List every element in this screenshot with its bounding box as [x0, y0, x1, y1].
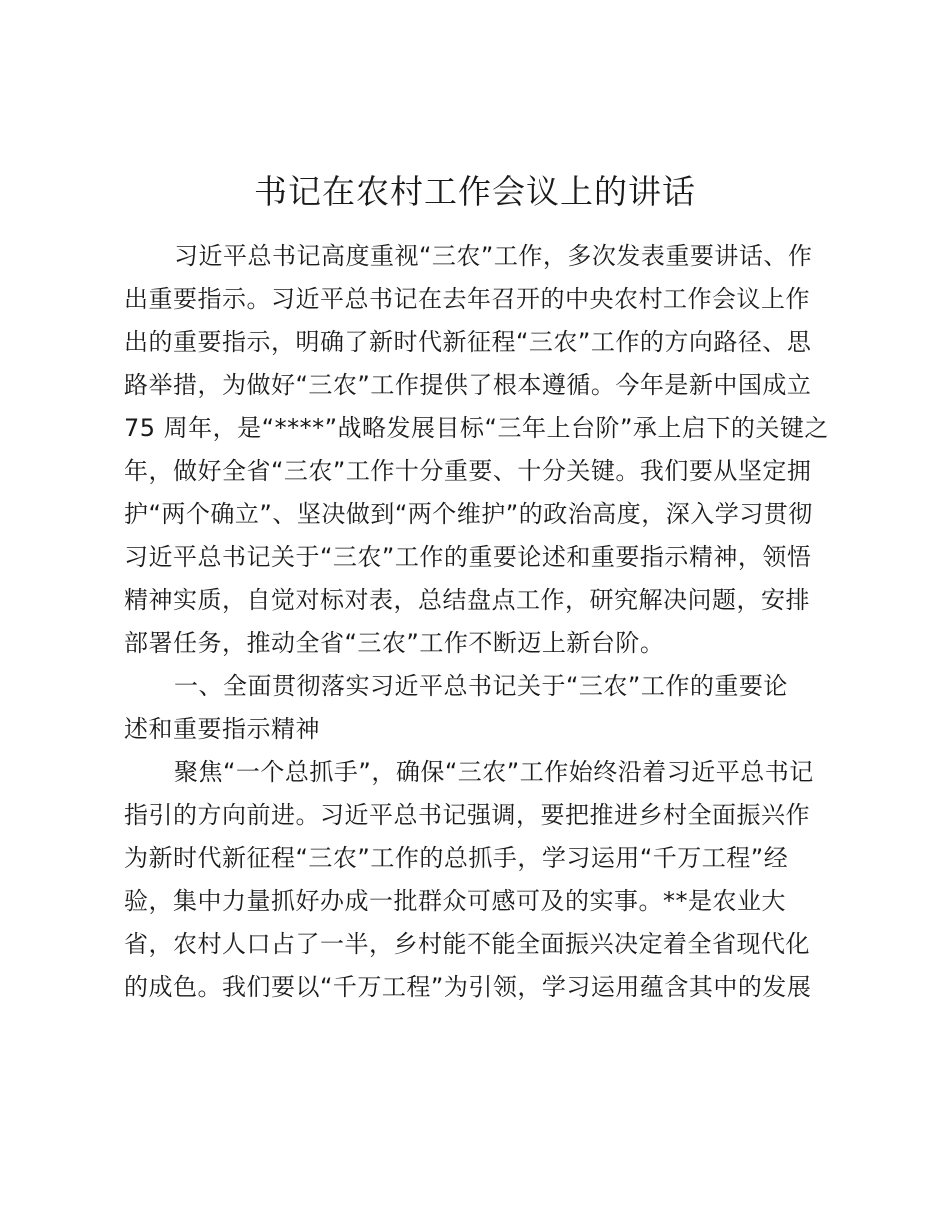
- body-line: 习近平总书记高度重视“三农”工作，多次发表重要讲话、作: [174, 242, 813, 270]
- body-line: 出重要指示。习近平总书记在去年召开的中央农村工作会议上作: [124, 285, 810, 313]
- body-line: 验，集中力量抓好办成一批群众可感可及的实事。**是农业大: [124, 887, 786, 915]
- body-line: 聚焦“一个总抓手”，确保“三农”工作始终沿着习近平总书记: [174, 758, 814, 786]
- body-line: 护“两个确立”、坚决做到“两个维护”的政治高度，深入学习贯彻: [124, 500, 813, 528]
- body-line: 年，做好全省“三农”工作十分重要、十分关键。我们要从坚定拥: [124, 457, 812, 485]
- body-line: 75 周年，是“****”战略发展目标“三年上台阶”承上启下的关键之: [124, 414, 829, 442]
- document-title: 书记在农村工作会议上的讲话: [254, 172, 696, 211]
- body-line: 路举措，为做好“三农”工作提供了根本遵循。今年是新中国成立: [124, 371, 812, 399]
- body-line: 为新时代新征程“三农”工作的总抓手，学习运用“千万工程”经: [124, 844, 789, 872]
- body-line: 出的重要指示，明确了新时代新征程“三农”工作的方向路径、思: [124, 328, 812, 356]
- body-line: 习近平总书记关于“三农”工作的重要论述和重要指示精神，领悟: [124, 543, 812, 571]
- body-line: 指引的方向前进。习近平总书记强调，要把推进乡村全面振兴作: [124, 801, 810, 829]
- body-line: 的成色。我们要以“千万工程”为引领，学习运用蕴含其中的发展: [124, 973, 812, 1001]
- body-line: 部署任务，推动全省“三农”工作不断迈上新台阶。: [124, 629, 665, 657]
- section-heading-line: 一、全面贯彻落实习近平总书记关于“三农”工作的重要论: [174, 672, 788, 700]
- body-line: 精神实质，自觉对标对表，总结盘点工作，研究解决问题，安排: [124, 586, 810, 614]
- body-line: 省，农村人口占了一半，乡村能不能全面振兴决定着全省现代化: [124, 930, 810, 958]
- section-heading-line: 述和重要指示精神: [124, 715, 320, 743]
